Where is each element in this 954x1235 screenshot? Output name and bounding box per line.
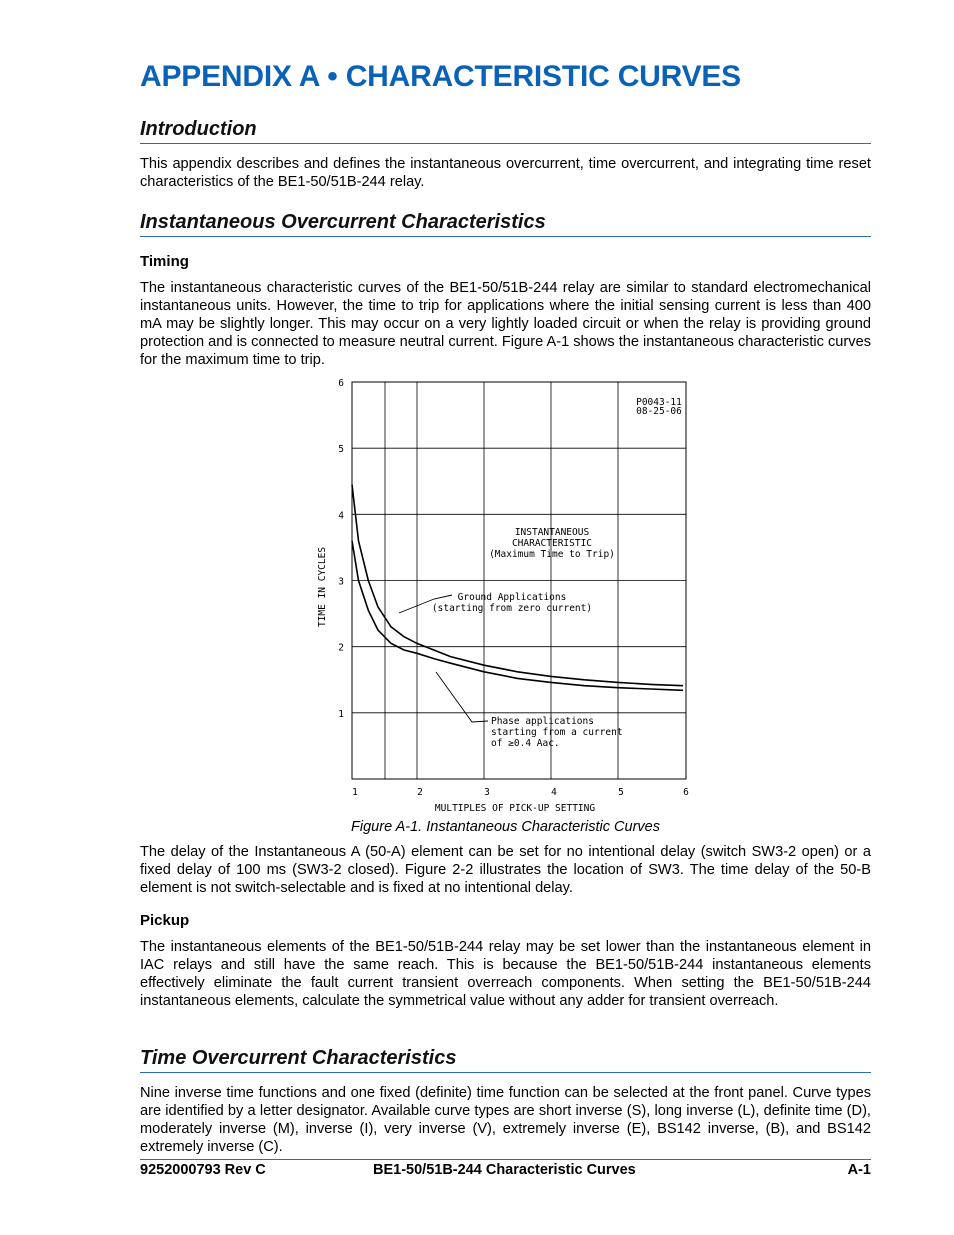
chart-title-line: (Maximum Time to Trip) [489,549,615,560]
phase-label-line: starting from a current [491,727,623,738]
time-overcurrent-text: Nine inverse time functions and one fixed (definite) time function can be selected at the front panel. Curve types are identified by a letter designator. Available curve types are short inverse (S), long inverse (L), definite time (D), moderately inverse (M), inverse (I), very inverse (V), extremely inverse (E), BS142 inverse, (B), and BS142 extremely inverse (C). [140,1085,871,1155]
y-tick-label: 6 [338,378,344,389]
x-tick-label: 4 [551,787,557,798]
footer-page-number: A-1 [847,1162,871,1178]
x-tick-label: 5 [618,787,624,798]
y-tick-label: 5 [338,444,344,456]
pickup-heading: Pickup [140,912,190,929]
instantaneous-chart [310,374,690,814]
x-tick-label: 3 [484,787,490,798]
footer-doc-number: 9252000793 Rev C [140,1162,266,1178]
chart-labels [317,397,682,814]
y-axis-label: TIME IN CYCLES [317,546,328,628]
phase-label-line: of ≥0.4 Aac. [491,738,560,749]
pickup-text: The instantaneous elements of the BE1-50/51B-244 relay may be set lower than the instantaneous element in IAC relays and still have the same reach. This is because the BE1-50/51B-244 instantaneous elements effectively eliminate the fault current transient overreach components. When setting the BE1-50/51B-244 instantaneous elements, calculate the symmetrical value without any adder for transient overreach. [140,939,871,1009]
ground-label-line: Ground Applications [457,592,567,603]
chart-title-line: INSTANTANEOUS [514,527,590,538]
curve-series-2 [352,541,683,691]
page-title: APPENDIX A • CHARACTERISTIC CURVES [140,60,741,93]
y-tick-label: 4 [338,510,344,522]
footer-title: BE1-50/51B-244 Characteristic Curves [373,1162,636,1178]
ground-label-line: (starting from zero current) [431,603,593,614]
phase-label-line: Phase applications [491,716,594,727]
introduction-text: This appendix describes and defines the instantaneous overcurrent, time overcurrent, and integrating time reset characteristics of the BE1-50/51B-244 relay. [140,156,871,190]
y-tick-label: 3 [338,576,344,588]
x-tick-label: 6 [683,787,689,798]
delay-text: The delay of the Instantaneous A (50-A) element can be set for no intentional delay (switch SW3-2 open) or a fixed delay of 100 ms (SW3-2 closed). Figure 2-2 illustrates the location of SW3. The time delay of the 50-B element is not switch-selectable and is fixed at no intentional delay. [140,844,871,896]
x-tick-label: 2 [417,787,423,798]
chart-title-line: CHARACTERISTIC [511,538,593,549]
x-tick-label: 1 [352,787,358,798]
page-footer [140,1159,871,1182]
x-axis-label: MULTIPLES OF PICK-UP SETTING [434,803,596,814]
curve-series-1 [352,485,683,686]
figure-caption: Figure A-1. Instantaneous Characteristic Curves [351,819,660,835]
introduction-heading: Introduction [140,118,871,144]
phase-leader [436,672,488,722]
chart-curves [352,485,683,691]
y-tick-label: 2 [338,642,344,654]
time-overcurrent-heading: Time Overcurrent Characteristics [140,1047,871,1073]
instantaneous-heading: Instantaneous Overcurrent Characteristics [140,211,871,237]
drawing-id: P0043-11 [636,397,682,408]
drawing-id: 08-25-06 [636,406,682,417]
timing-text: The instantaneous characteristic curves of the BE1-50/51B-244 relay are similar to standard electromechanical instantaneous units. However, the time to trip for applications where the initial sensing current is less than 400 mA may be slightly longer. This may occur on a very lightly loaded circuit or when the relay is providing ground protection and is connected to measure neutral current. Figure A-1 shows the instantaneous characteristic curves for the maximum time to trip. [140,280,871,368]
y-tick-label: 1 [338,708,344,720]
timing-heading: Timing [140,253,189,270]
